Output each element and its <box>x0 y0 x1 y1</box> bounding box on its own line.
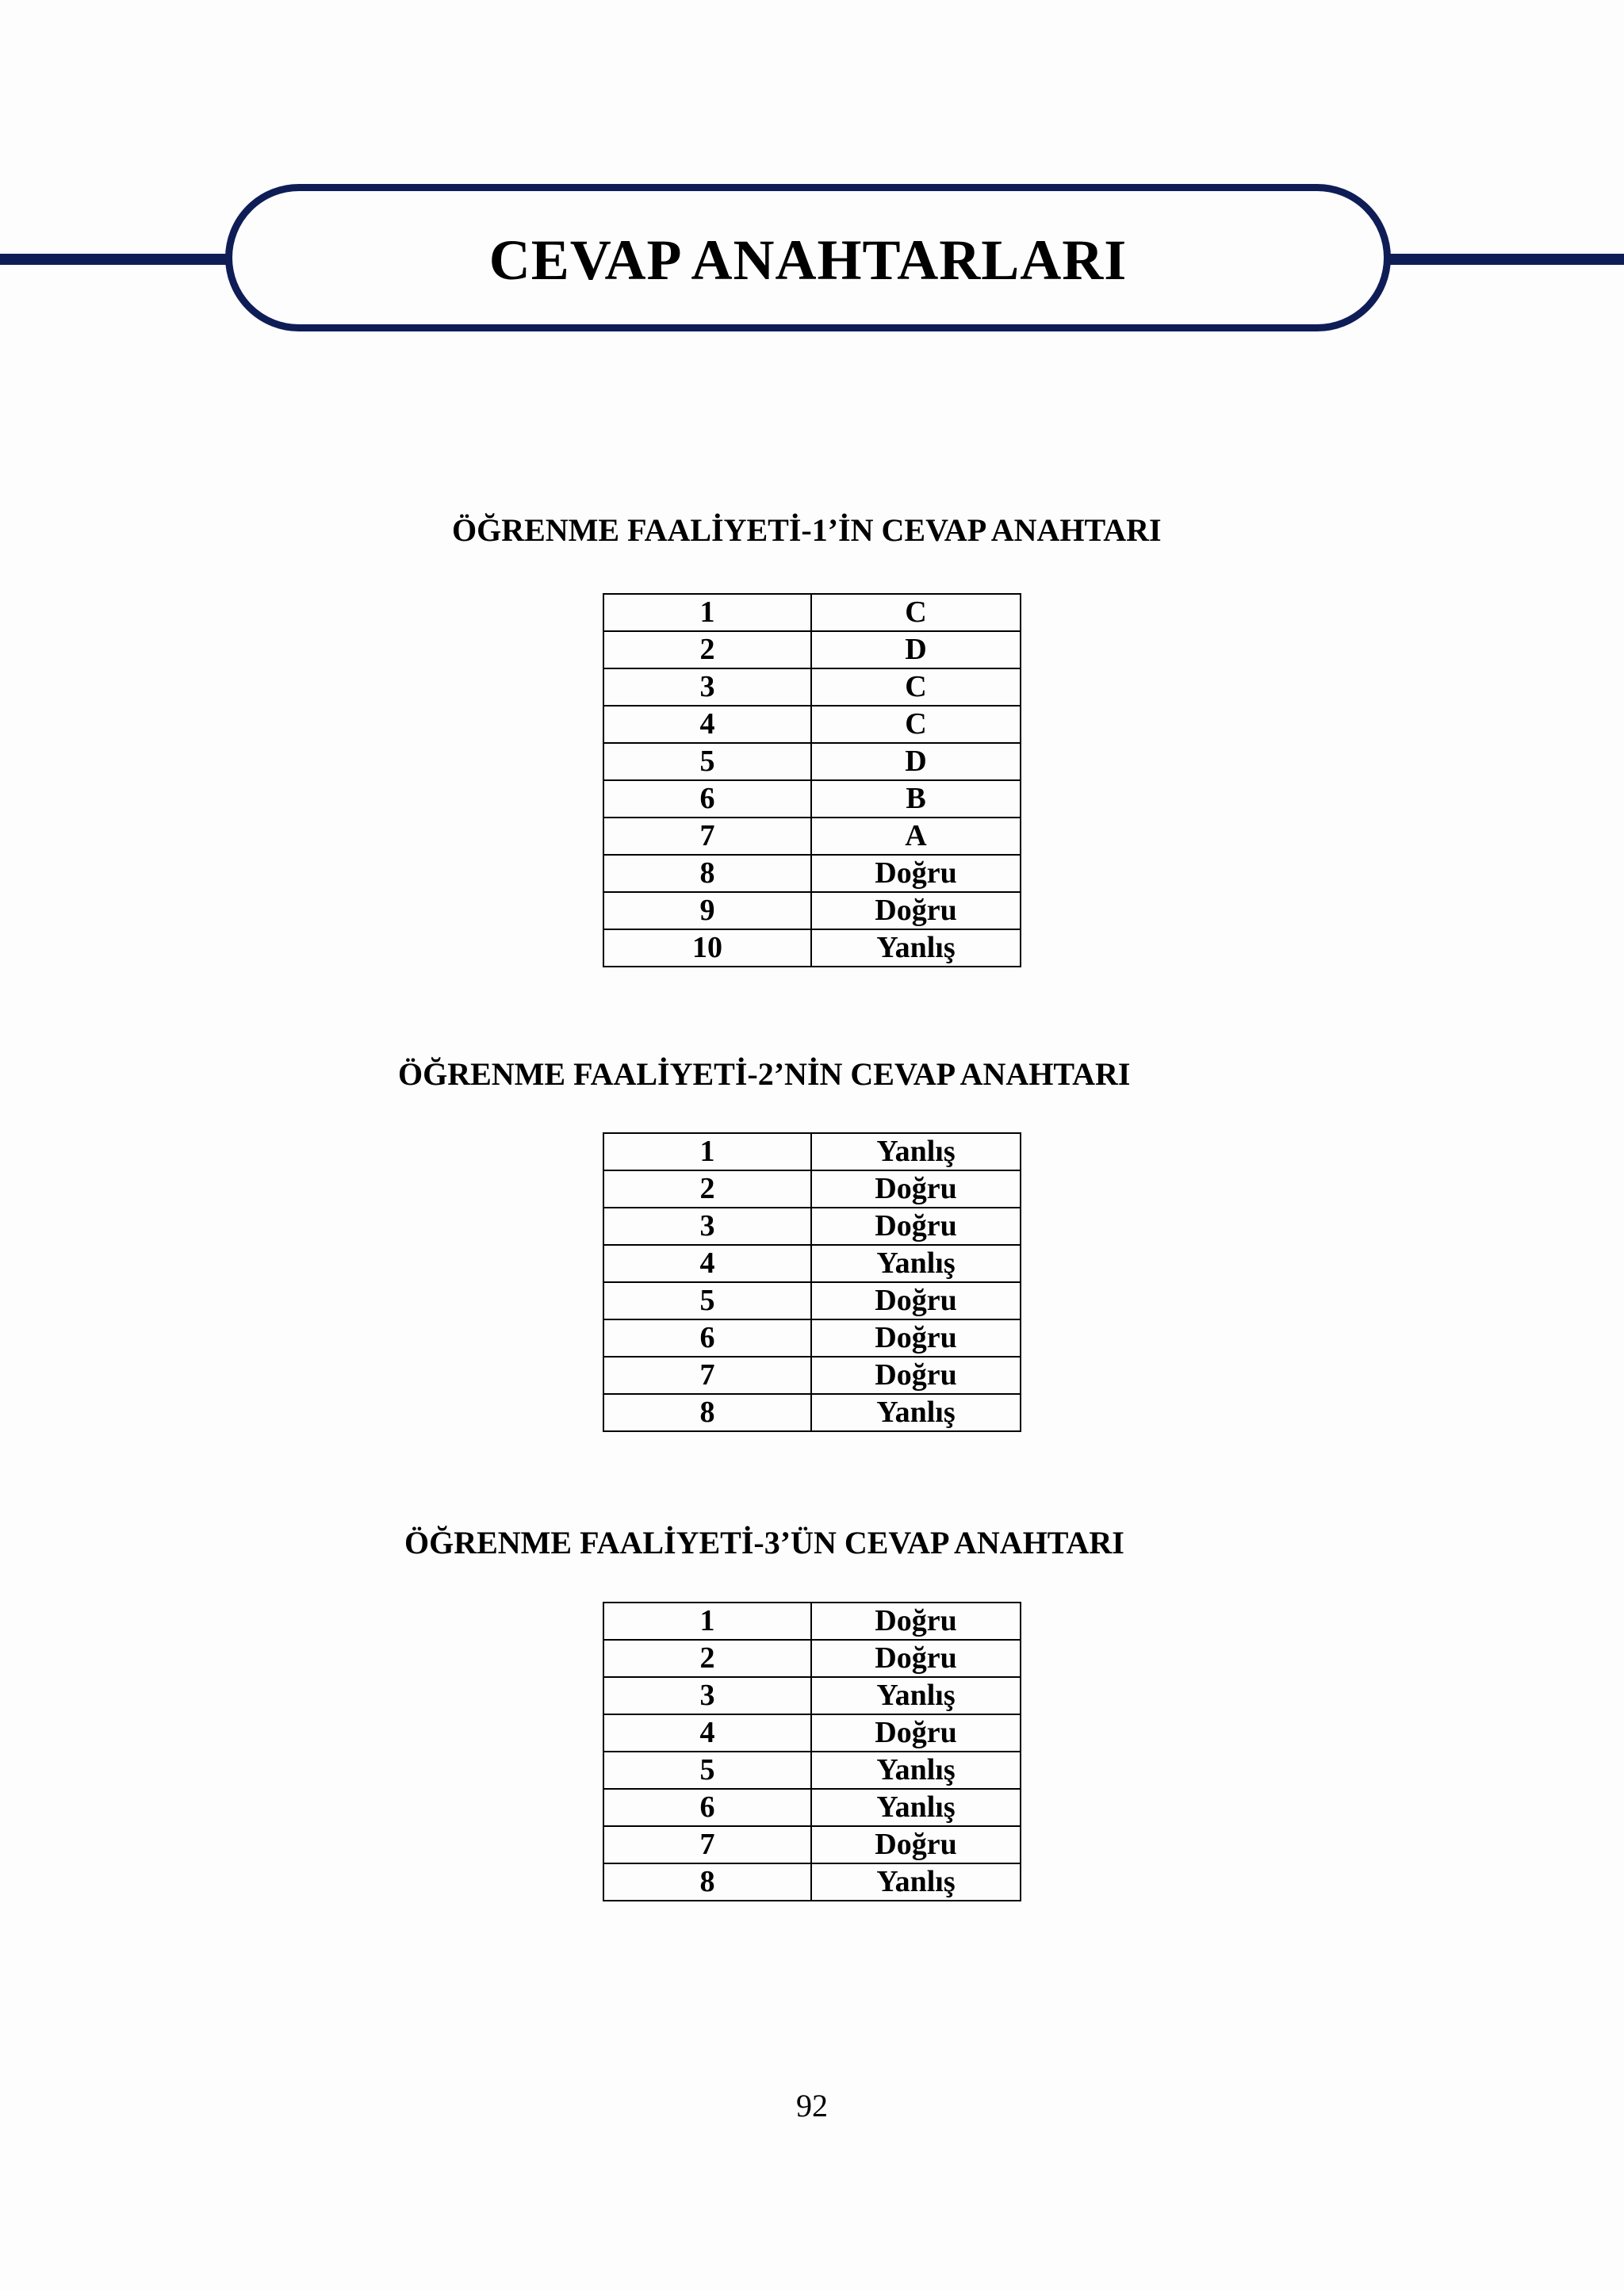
answer-cell: Doğru <box>811 1208 1021 1245</box>
answer-cell: D <box>811 743 1021 780</box>
question-number: 10 <box>603 929 811 967</box>
table-row <box>603 1319 1021 1357</box>
title-banner <box>225 184 1391 331</box>
answer-cell: Yanlış <box>811 1677 1021 1714</box>
question-number: 4 <box>603 1245 811 1282</box>
question-number: 2 <box>603 631 811 668</box>
answer-cell: Yanlış <box>811 929 1021 967</box>
question-number: 6 <box>603 1319 811 1357</box>
answer-cell: Yanlış <box>811 1133 1021 1170</box>
banner-rule-right <box>1388 254 1624 265</box>
answer-cell: Doğru <box>811 1640 1021 1677</box>
question-number: 7 <box>603 1826 811 1863</box>
question-number: 9 <box>603 892 811 929</box>
table-row <box>603 1245 1021 1282</box>
question-number: 1 <box>603 1133 811 1170</box>
answer-table-3 <box>603 1602 1021 1901</box>
answer-cell: Yanlış <box>811 1245 1021 1282</box>
question-number: 5 <box>603 1282 811 1319</box>
table-row <box>603 1677 1021 1714</box>
question-number: 8 <box>603 855 811 892</box>
table-row <box>603 668 1021 706</box>
answer-cell: Doğru <box>811 855 1021 892</box>
answer-table-1 <box>603 593 1021 967</box>
table-row <box>603 743 1021 780</box>
table-row <box>603 929 1021 967</box>
question-number: 6 <box>603 780 811 818</box>
question-number: 3 <box>603 668 811 706</box>
answer-cell: Doğru <box>811 1826 1021 1863</box>
answer-cell: Doğru <box>811 892 1021 929</box>
table-row <box>603 1640 1021 1677</box>
table-row <box>603 855 1021 892</box>
answer-cell: Doğru <box>811 1357 1021 1394</box>
page-number: 92 <box>796 2088 828 2123</box>
page-title: CEVAP ANAHTARLARI <box>488 228 1128 292</box>
answer-cell: C <box>811 594 1021 631</box>
question-number: 2 <box>603 1170 811 1208</box>
table-row <box>603 1357 1021 1394</box>
question-number: 1 <box>603 594 811 631</box>
table-row <box>603 594 1021 631</box>
table-row <box>603 818 1021 855</box>
section-heading-1: ÖĞRENME FAALİYETİ-1’İN CEVAP ANAHTARI <box>452 512 1162 548</box>
table-row <box>603 1208 1021 1245</box>
question-number: 6 <box>603 1789 811 1826</box>
table-row <box>603 631 1021 668</box>
question-number: 5 <box>603 743 811 780</box>
table-row <box>603 780 1021 818</box>
answer-cell: Doğru <box>811 1603 1021 1640</box>
question-number: 8 <box>603 1863 811 1901</box>
question-number: 8 <box>603 1394 811 1431</box>
table-row <box>603 1133 1021 1170</box>
table-row <box>603 1752 1021 1789</box>
table-row <box>603 1863 1021 1901</box>
answer-cell: Yanlış <box>811 1789 1021 1826</box>
question-number: 4 <box>603 706 811 743</box>
answer-table-2 <box>603 1132 1021 1432</box>
table-row <box>603 892 1021 929</box>
table-row <box>603 1789 1021 1826</box>
section-heading-3: ÖĞRENME FAALİYETİ-3’ÜN CEVAP ANAHTARI <box>404 1525 1124 1560</box>
answer-cell: Doğru <box>811 1319 1021 1357</box>
question-number: 5 <box>603 1752 811 1789</box>
question-number: 3 <box>603 1208 811 1245</box>
question-number: 7 <box>603 818 811 855</box>
answer-cell: Yanlış <box>811 1863 1021 1901</box>
question-number: 7 <box>603 1357 811 1394</box>
answer-cell: Doğru <box>811 1714 1021 1752</box>
table-row <box>603 1170 1021 1208</box>
section-heading-2: ÖĞRENME FAALİYETİ-2’NİN CEVAP ANAHTARI <box>398 1056 1131 1092</box>
answer-cell: C <box>811 668 1021 706</box>
banner-rule-left <box>0 254 230 265</box>
answer-cell: D <box>811 631 1021 668</box>
answer-cell: Doğru <box>811 1170 1021 1208</box>
question-number: 4 <box>603 1714 811 1752</box>
answer-cell: Yanlış <box>811 1752 1021 1789</box>
answer-cell: B <box>811 780 1021 818</box>
table-row <box>603 1394 1021 1431</box>
answer-cell: C <box>811 706 1021 743</box>
answer-cell: A <box>811 818 1021 855</box>
question-number: 1 <box>603 1603 811 1640</box>
table-row <box>603 1714 1021 1752</box>
question-number: 3 <box>603 1677 811 1714</box>
question-number: 2 <box>603 1640 811 1677</box>
answer-cell: Doğru <box>811 1282 1021 1319</box>
answer-cell: Yanlış <box>811 1394 1021 1431</box>
table-row <box>603 1282 1021 1319</box>
table-row <box>603 706 1021 743</box>
table-row <box>603 1826 1021 1863</box>
table-row <box>603 1603 1021 1640</box>
